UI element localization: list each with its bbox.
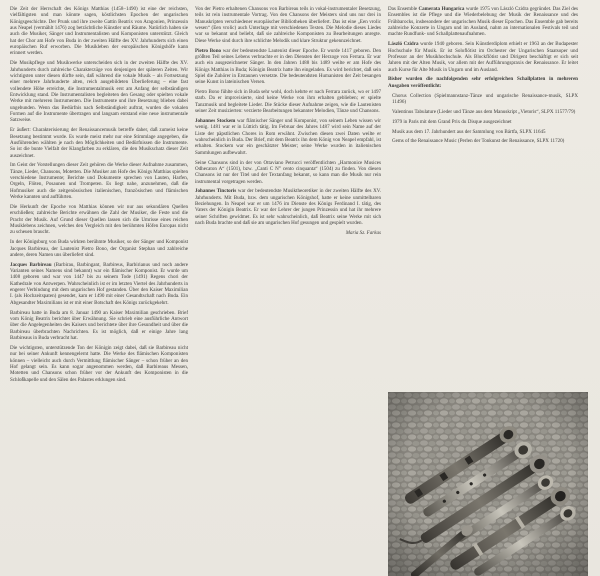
- paragraph: Seine Chansons sind in der von Ottaviano Petrucci veröffentlichten „Harmonice Musices Odhecaton A“ (1501), bzw. „Canti C N° cento cinquanta“ (1504) zu finden. Von diesen Chansons ist nur der Titel und der Textanfang bekannt, so kann man die Musik nur rein instrumental vorgetragen werden.: [195, 159, 381, 185]
- composer-name: Jacques Barbireau: [10, 261, 52, 268]
- paragraph-ensemble: [388, 6, 578, 38]
- paragraph: Von der Pietro erhaltenen Chansons von Barbireau teils in vokal-instrumentaler Besetzung, teils ist rein instrumentale Vortrag. Von den Chansons der Meisters sind uns nur drei in Manuskripten verschiedener europäischer Bibliotheken überliefert. Das ist eine „Een vrolic wesen“ (Een vrolic) auch Unterlage mit verschiedenen Texten. Die Melodie dieses Liedes war so bekannt und beliebt, daß sie zahlreiche Komponisten zu Bearbeitungen anregte. Diese Werke sind durch ihre schlichte Melodik und klare Struktur gekennzeichnet.: [195, 6, 381, 44]
- paragraph: Er äußert: Charakterisierung der Renaissancemusik betreffe daher, daß zumeist keine Besetzung bestimmt wurde. Es wurde meist mehr nur eine Stimmlage angegeben, die Ausführenden wählten je nach den Möglichkeiten und Bedürfnissen die Instrumente. So ist die bunte Vielfalt der Klangfarben zu erklären, die den Musikschatz dieser Zeit auszeichnet.: [10, 127, 188, 159]
- paragraph: Die Musikpflege und Musikwerke unterscheiden sich in der zweiten Hälfte des XV. Jahrhunderts durch zahlreiche Charakterzüge von denjenigen der späteren Zeiten. Wir wichtigsten unter diesen dürfte sein, daß während die vokale Musik – als Fortsetzung einer mehrere Jahrhunderte alten, reich ausgebildeten Überlieferung – eine fast vollendete Höhe erreichte, die Instrumentalmusik erst am Anfang der selbständigen Entwicklung stand. Die Instrumentalisten begleiteten den Gesang oder spielten vokale Werke mit mehreren Instrumenten. Die Instrumente und ihre Besetzung blieben dabei ungebunden. Wenn das Bedürfnis nach Selbständigkeit auftrat, wurden die vokalen Formen auf die Instrumente übertragen und langsam entstand eine neue instrumentale Satzweise.: [10, 60, 188, 124]
- composer-name: Johannes Tinctoris: [195, 188, 237, 195]
- paragraph-pietro-bono: [195, 48, 381, 86]
- paragraph-tinctoris: [195, 188, 381, 226]
- text-column-middle: [195, 6, 381, 566]
- paragraph-czidra: [388, 41, 578, 73]
- paragraph: Barbireau hatte in Buda am 8. Januar 1490 an Kaiser Maximilian geschrieben. Brief vom König Beatrix berichtet über Erwähnung. Sie schrieb eine ausführliche Antwort über die Angelegenheiten des Kaisers und berichtete über ihre Gesundheit und über die Barbireau überbrachten Nachrichten. Es ist möglich, daß er einige Jahre lang Barbireaus in Buda verbracht hat.: [10, 309, 188, 341]
- author-signature: Maria Sz. Farkas: [345, 230, 381, 236]
- text-column-right: [388, 6, 578, 386]
- text-column-left: [10, 6, 188, 566]
- composer-name: Pietro Bono: [195, 47, 222, 54]
- paragraph-stockem: [195, 118, 381, 156]
- instruments-photo-image: [388, 392, 588, 576]
- paragraph: Die wichtigsten, unterstützende Ton der Königin zeigt dabei, daß sie Barbireau nicht nur bei seiner Ankunft kennengelernt hatte. Die Werke des flämischen Komponisten können – vielleicht auch durch Vermittlung flämischer Sänger – schon früher an den Hof gelangt sein. Es kann sogar angenommen werden, daß Barbireaus Messen, Motetten und Chansons schon früher vor der Ankunft des Komponisten in die Schloßkapelle und den Sälen des Palastes erklungen sind.: [10, 344, 188, 383]
- discography-item: 1979 in Paris mit dem Grand Prix du Disque ausgezeichnet: [392, 118, 512, 125]
- discography-list: [388, 93, 578, 145]
- paragraph: Im Geist der Vorstellungen dieser Zeit gehören die Werke dieser Aufnahme zusammen, Tänze, Lieder, Chansons, Motetten. Die Musiker am Hofe des Königs Matthias spielten verschiedene Instrumente; Berichte und Dokumente sprechen von Lauten, Harfen, Orgeln, Flöten, Posaunen und Trompeten. Es liegt nahe, anzunehmen, daß die Hofmusiker auch die zeitgenössischen italienischen, französischen und flämischen Werke kannten und aufführten.: [10, 162, 188, 201]
- paragraph: Die Herkunft der Epoche von Matthias können wir nur aus sekundären Quellen erschließen; zahlreiche Berichte erwähnen die Zahl der Musiker, die Feste und die Pracht der Musik. Auf Grund dieser Quellen lassen sich die Umrisse eines reichen Musiklebens zeichnen, welches den Vergleich mit den berühmten Höfen Europas nicht zu scheuen braucht.: [10, 203, 188, 236]
- ensemble-name: Camerata Hungarica: [418, 6, 465, 12]
- paragraph: In der Königsburg von Buda wirkten berühmte Musiker, so der Sänger und Komponist Jacques Barbireau, der Lautenist Pietro Bono, der Organist Stephan und zahlreiche andere, deren Namen uns überliefert sind.: [10, 239, 188, 258]
- paragraph-body: war der bedeutendste Lautenist dieser Epoche. Er wurde 1417 geboren. Den größten Teil seines Lebens verbrachte er in den Diensten der Herzoge von Ferrara. Er war auch ein ausgezeichneter Sänger. In den Jahren 1488 bis 1489 weilte er am Hofe des Königs Matthias in Buda; Königin Beatrix hatte ihn eingeladen. Es wird berichtet, daß sein Spiel die Zuhörer in Erstaunen versetzte. Die bedeutendsten Humanisten der Zeit besangen seine Kunst in lateinischen Versen.: [195, 47, 381, 86]
- paragraph-body: war flämischer Sänger und Komponist, von seinem Leben wissen wir wenig. 1481 war er in Lüttich tätig. Im Februar des Jahres 1487 wird sein Name auf der Liste der päpstlichen Chores in Rom erwähnt. Zwischen diesen zwei Daten weilte er wahrscheinlich in Buda. Der Brief, mit dem Beatrix ihn dem König von Neapel empfahl, ist erhalten. Stockem war ein geschätzter Meister; seine Werke wurden in italienischen Sammlungen aufbewahrt.: [195, 118, 381, 156]
- conductor-name: László Czidra: [388, 41, 419, 48]
- paragraph: Die Zeit der Herrschaft des Königs Matthias (1458–1490) ist eine der reichsten, vielfältigsten und man könnte sagen, köstlichsten Epochen der ungarischen Königsgeschichte. Der Prunk und ihre zweite Gattin Beatrix von Aragonien, Prinzessin aus Neapel (vermählt 1476) zog beträchtliche Künstler und Räume. Natürlich haben sie auch die Musiker, Sänger und Instrumentalisten und Komponisten unterstützt. Gleich hat der Chor am Hofe von Buda in der zweiten Hälfte des XV. Jahrhunderts sich einen europäischen Ruf erworben. Die Musikleben der europäischen Königshöfe kann erinnert werden.: [10, 6, 188, 57]
- discography-item: Musik aus dem 17. Jahrhundert aus der Sammlung von Bártfa, SLPX 11645: [392, 128, 546, 135]
- paragraph-body: wurde 1940 geboren. Sein Künstlerdiplom erhielt er 1963 an der Budapester Hochschule für Musik. Er ist Soloflötist im Orchester der Ungarischen Staatsoper und Professor an der Musikhochschule. Als Blockflötist und Dirigent beschäftigt er sich seit Jahren mit der Alten Musik, vor allem mit der Aufführungspraxis der Renaissance. Er leitet auch Kurse für Alte Musik in Ungarn und im Ausland.: [388, 41, 578, 73]
- discography-item: Valentinus Tabulature (Lieder und Tänze aus dem Manuskript „Vietoris“, SLPX 11577/79): [392, 108, 576, 115]
- discography-item: Chorus Collection (Spielmannstanz-Tänze und ungarische Renaissance-musik, SLPX 11496): [392, 92, 578, 105]
- paragraph-barbireau: [10, 262, 188, 306]
- paragraph-body: war der bedeutendste Musiktheoretiker in der zweiten Hälfte des XV. Jahrhunderts. Mit Buda, bzw. dem ungarischen Königshof, hatte er keine unmittelbaren Beziehungen. In Neapel war er um 1476 im Dienste des Königs Ferdinand I. tätig, des Vaters der Königin Beatrix. Er war der Lehrer der jungen Prinzessin und hat ihr mehrere seiner Schriften gewidmet. Es ist sehr wahrscheinlich, daß Beatrix seine Werke mit sich nach Buda brachte und daß sie am ungarischen Hof gesungen und gespielt wurden.: [195, 188, 381, 227]
- discography-heading: Bisher wurden die nachfolgenden sehr erfolgreichen Schallplatten in mehreren Ausgaben veröffentlicht:: [388, 76, 578, 89]
- paragraph-lead: Das Ensemble: [388, 6, 418, 12]
- paragraph: Pietro Bono fühlte sich in Buda sehr wohl, doch kehrte er nach Ferrara zurück, wo er 1497 starb. Da er improvisierte, sind keine Werke von ihm erhalten geblieben; er spielte Tanzmusik und begleitete Lieder. Die Stücke dieser Aufnahme zeigen, wie die Lautenisten seiner Zeit musizierten: verzierte Bearbeitungen bekannter Melodien, Tänze und Chansons.: [195, 89, 381, 115]
- paragraph-body: (Barbirau, Barbingant, Barbireus, Barbirianus und noch andere Varianten seines Namens sind bekannt) war ein flämischer Komponist. Er wurde um 1408 geboren und war von 1447 bis zu seinem Tode (1491) Regens chori der Kathedrale von Antwerpen. Wahrscheinlich ist er im letzten Viertel des Jahrhunderts in engerer Verbindung mit dem ungarischen Hof gestanden. Über den Kaiser Maximilian I. (als Hochzeitspaten) gesendet, kam er 1490 mit einer Gesandtschaft nach Buda. Ein Abgesandter Maximilians ist er mit einer Botschaft des Königs zurückgekehrt.: [10, 261, 188, 306]
- discography-item: Gems of the Renaissance Music (Perlen der Tonkunst der Renaissance, SLPX 11720): [392, 138, 565, 145]
- composer-name: Johannes Stockem: [195, 118, 236, 124]
- paragraph-body: wurde 1975 von László Czidra gegründet. Das Ziel des Ensembles ist die Pflege und die Wiederbelebung der Musik der Renaissance und des Frühbarocks, insbesondere der ungarischen Musik dieser Epochen. Das Ensemble gab bereits zahlreiche Konzerte in Ungarn und im Ausland, nahm an internationalen Festivals teil und machte Rundfunk- und Schallplattenaufnahmen.: [388, 6, 578, 38]
- instruments-photo: [388, 392, 588, 576]
